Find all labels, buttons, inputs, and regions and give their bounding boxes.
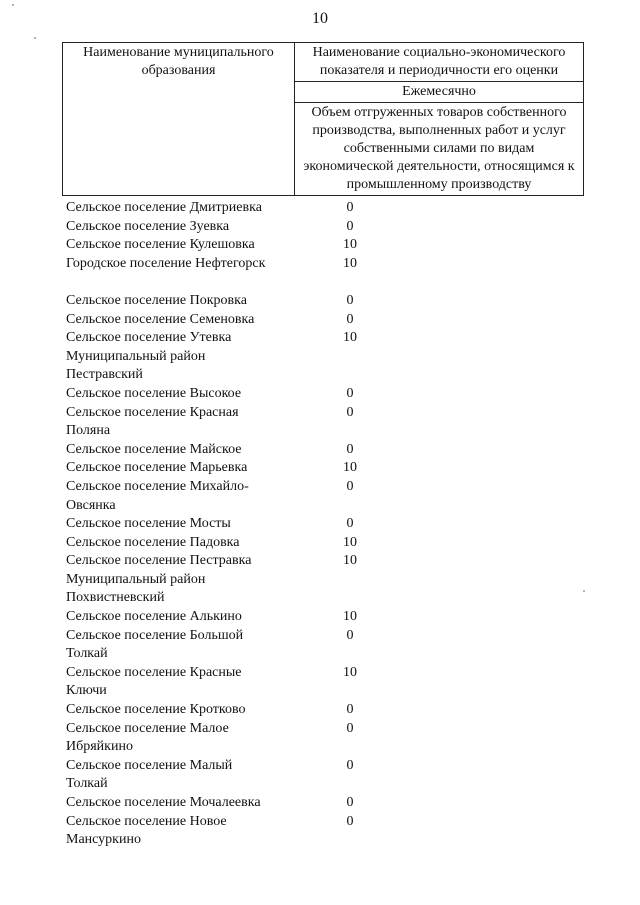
municipality-name: Поляна	[66, 423, 111, 439]
indicator-value	[288, 497, 408, 516]
table-row	[66, 682, 586, 701]
indicator-header-table	[62, 42, 584, 196]
municipality-name: Ибряйкино	[66, 739, 133, 755]
table-row	[66, 720, 586, 739]
table-row	[66, 627, 586, 646]
municipality-name: Сельское поселение Падовка	[66, 534, 240, 550]
indicator-value: 10	[343, 460, 357, 476]
table-row	[66, 311, 586, 330]
table-row	[66, 329, 586, 348]
indicator-value	[288, 645, 408, 664]
indicator-value: 0	[346, 757, 354, 773]
table-row	[66, 255, 586, 274]
indicator-description-cell: Объем отгруженных товаров собственного производства, выполненных работ и услуг собственными силами по видам экономической деятельности, относящимся к промышленному производству	[295, 103, 584, 196]
municipality-name: Сельское поселение Утевка	[66, 330, 232, 346]
municipality-column-header: Наименование муниципального образования	[63, 43, 295, 196]
municipality-name: Сельское поселение Кротково	[66, 702, 246, 718]
table-row	[66, 608, 586, 627]
indicator-value: 10	[343, 664, 357, 680]
table-row	[66, 404, 586, 423]
table-row	[66, 422, 586, 441]
municipality-name: Сельское поселение Алькино	[66, 609, 242, 625]
indicator-column-header: Наименование социально-экономического показателя и периодичности его оценки	[295, 43, 584, 82]
municipality-name: Городское поселение Нефтегорск	[66, 255, 266, 271]
indicator-value: 10	[343, 609, 357, 625]
table-row	[66, 236, 586, 255]
municipality-name: Сельское поселение Дмитриевка	[66, 200, 262, 215]
municipality-name: Сельское поселение Малое	[66, 720, 229, 736]
municipality-name: Сельское поселение Высокое	[66, 385, 242, 401]
indicator-value: 0	[346, 627, 354, 643]
page-number: 10	[312, 10, 328, 27]
indicator-value	[288, 831, 408, 850]
indicator-value	[288, 366, 408, 385]
municipality-name: Сельское поселение Марьевка	[66, 460, 248, 476]
table-row	[66, 366, 586, 385]
indicator-value: 0	[346, 218, 354, 234]
table-row	[66, 571, 586, 590]
scan-speck	[583, 590, 585, 592]
municipality-name: Сельское поселение Михайло-	[66, 478, 249, 494]
table-row	[66, 645, 586, 664]
table-row	[66, 552, 586, 571]
table-row	[66, 385, 586, 404]
table-row	[66, 459, 586, 478]
municipality-name: Сельское поселение Майское	[66, 441, 242, 457]
table-row	[66, 478, 586, 497]
indicator-value: 0	[346, 478, 354, 494]
table-row	[66, 534, 586, 553]
row-spacer	[66, 273, 586, 292]
indicator-value	[288, 775, 408, 794]
table-row	[66, 515, 586, 534]
table-row	[66, 292, 586, 311]
municipality-name: Муниципальный район	[66, 571, 206, 587]
municipality-name: Похвистневский	[66, 590, 165, 606]
table-row	[66, 199, 586, 218]
table-row	[66, 831, 586, 850]
indicator-value: 0	[346, 292, 354, 308]
table-row	[66, 218, 586, 237]
indicator-value: 0	[346, 720, 354, 736]
indicator-value: 0	[346, 813, 354, 829]
indicator-value: 0	[346, 200, 354, 215]
indicator-value: 0	[346, 441, 354, 457]
periodicity-cell: Ежемесячно	[295, 82, 584, 103]
table-row	[66, 701, 586, 720]
municipality-name: Сельское поселение Малый	[66, 757, 233, 773]
table-row	[66, 348, 586, 367]
municipality-name: Мансуркино	[66, 832, 141, 848]
table-row	[66, 757, 586, 776]
indicator-value: 0	[346, 404, 354, 420]
municipality-name: Сельское поселение Большой	[66, 627, 244, 643]
municipality-name: Муниципальный район	[66, 348, 206, 364]
municipality-name: Сельское поселение Мосты	[66, 516, 231, 532]
scan-speck	[34, 37, 36, 39]
municipality-name: Сельское поселение Семеновка	[66, 311, 255, 327]
indicator-value	[288, 589, 408, 608]
table-row	[66, 775, 586, 794]
indicator-value	[288, 348, 408, 367]
indicator-value: 0	[346, 795, 354, 810]
indicator-value: 10	[343, 255, 357, 271]
indicator-value	[288, 738, 408, 757]
indicator-value: 10	[343, 330, 357, 346]
municipality-name: Сельское поселение Кулешовка	[66, 237, 255, 253]
indicator-value: 10	[343, 534, 357, 550]
indicator-value: 0	[346, 516, 354, 532]
indicator-value	[288, 571, 408, 590]
table-row	[66, 589, 586, 608]
indicator-value: 10	[343, 553, 357, 569]
municipality-name: Сельское поселение Мочалеевка	[66, 795, 261, 810]
indicator-value: 10	[343, 237, 357, 253]
municipality-name: Пестравский	[66, 367, 143, 383]
municipality-name: Сельское поселение Зуевка	[66, 218, 230, 234]
table-row	[66, 497, 586, 516]
indicator-value: 0	[346, 311, 354, 327]
table-row	[66, 813, 586, 832]
indicator-value	[288, 422, 408, 441]
municipality-name: Толкай	[66, 776, 108, 792]
table-row	[66, 738, 586, 757]
indicator-value: 0	[346, 385, 354, 401]
municipality-name: Овсянка	[66, 497, 116, 513]
indicator-value: 0	[346, 702, 354, 718]
table-row	[66, 794, 586, 813]
municipality-name: Толкай	[66, 646, 108, 662]
municipality-name: Сельское поселение Пестравка	[66, 553, 252, 569]
municipality-name: Сельское поселение Покровка	[66, 292, 247, 308]
table-row	[66, 441, 586, 460]
municipality-name: Ключи	[66, 683, 107, 699]
indicator-value	[288, 682, 408, 701]
scan-speck	[12, 4, 14, 6]
municipality-name: Сельское поселение Красная	[66, 404, 239, 420]
table-row	[66, 664, 586, 683]
municipality-list	[66, 199, 586, 850]
municipality-name: Сельское поселение Красные	[66, 664, 242, 680]
municipality-name: Сельское поселение Новое	[66, 813, 227, 829]
